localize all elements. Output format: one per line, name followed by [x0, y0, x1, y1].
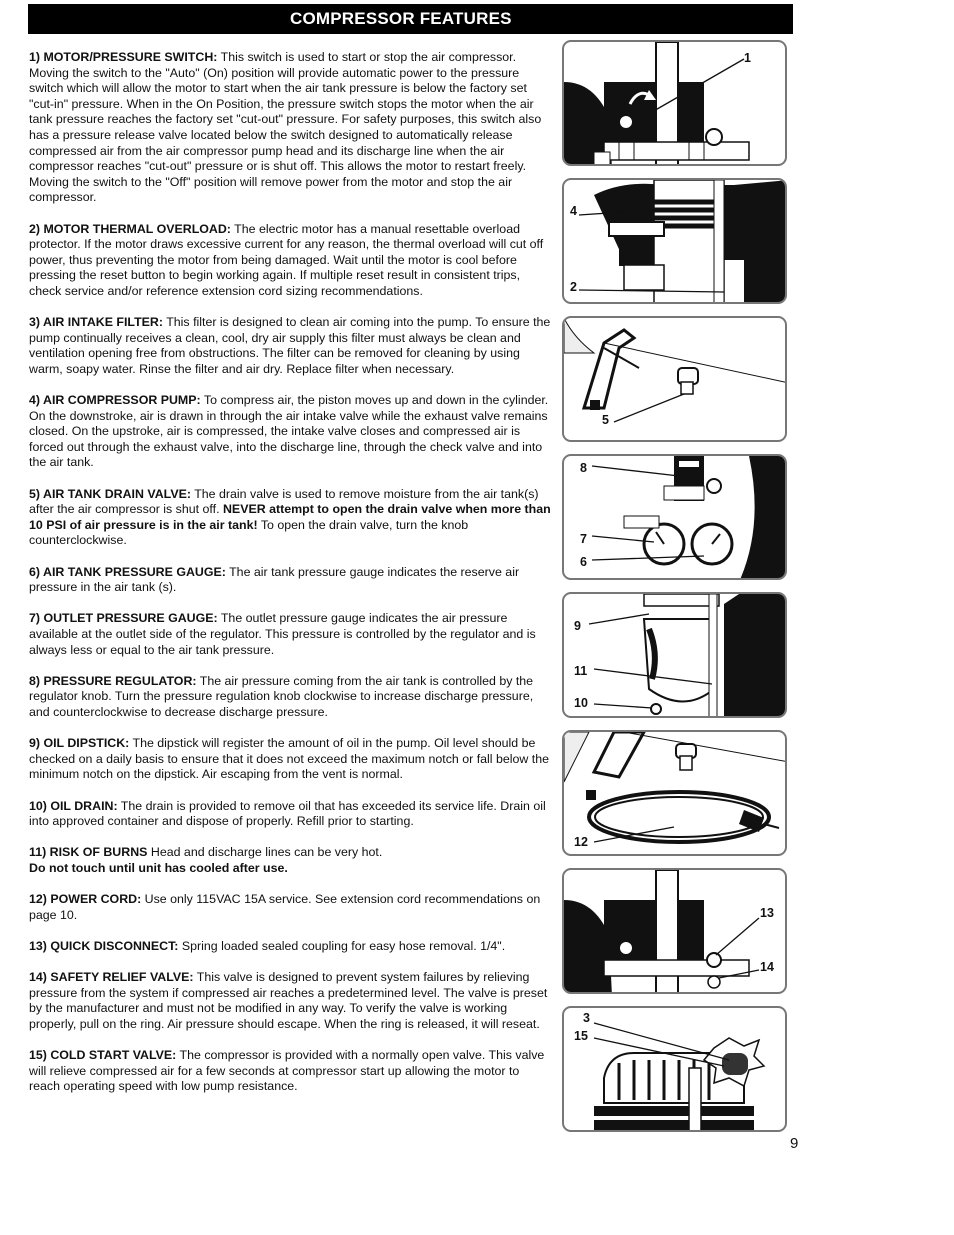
feature-heading: 7) OUTLET PRESSURE GAUGE: [29, 611, 218, 626]
feature-item [29, 393, 552, 471]
figure-cold-start-valve [562, 1006, 787, 1132]
callout-2: 2 [570, 280, 577, 294]
feature-heading: 10) OIL DRAIN: [29, 798, 118, 813]
feature-item [29, 845, 552, 876]
callout-14: 14 [760, 960, 774, 974]
callout-15: 15 [574, 1029, 588, 1043]
figure-quick-disconnect [562, 868, 787, 994]
feature-heading: 3) AIR INTAKE FILTER: [29, 315, 163, 330]
figure-pump [562, 178, 787, 304]
feature-body-text: To open the drain valve, turn the knob counterclockwise. [29, 517, 469, 548]
feature-heading: 6) AIR TANK PRESSURE GAUGE: [29, 564, 226, 579]
callout-1: 1 [744, 51, 751, 65]
feature-body-text: Use only 115VAC 15A service. See extension cord recommendations on page 10. [29, 892, 541, 922]
feature-body-text: This valve is designed to prevent system failures by relieving pressure from the system if compressed air reaches a predetermined level. The valve is preset by the manufacturer and must not be modified in any way. To verify the valve is working properly, pull on the ring. Air pressure should escape. When the ring is released, it will reseat. [29, 970, 548, 1031]
feature-item [29, 892, 552, 923]
feature-item [29, 736, 552, 783]
callout-12: 12 [574, 835, 588, 849]
feature-heading: 2) MOTOR THERMAL OVERLOAD: [29, 221, 231, 236]
figure-pressure-switch [562, 40, 787, 166]
section-title: COMPRESSOR FEATURES [290, 9, 512, 28]
feature-list [29, 50, 552, 1110]
feature-heading: 4) AIR COMPRESSOR PUMP: [29, 393, 201, 408]
section-title-bar [28, 4, 793, 34]
feature-body-text: This switch is used to start or stop the air compressor. Moving the switch to the "Auto" (On) position will provide automatic power to the pressure switch which will allow the motor to start when the air tank pressure is below the factory set "cut-in" pressure. When in the On Position, the pressure switch stops the motor when the air tank pressure reaches the factory set "cut-out" pressure. For safety purposes, this switch also has a pressure release valve located below the switch designed to automatically release compressed air from the air compressor pump head and its discharge line when the air compressor reaches "cut-out" pressure or is shut off. This allows the motor to restart freely. Moving the switch to the "Off" position will remove power from the motor and stop the air compressor. [29, 50, 542, 205]
feature-body-text: The dipstick will register the amount of oil in the pump. Oil level should be checked on a daily basis to ensure that it does not exceed the maximum notch or fall below the minimum notch on the dipstick. Air escaping from the vent is normal. [29, 736, 550, 782]
feature-item [29, 611, 552, 658]
feature-body-text: To compress air, the piston moves up and down in the cylinder. On the downstroke, air is drawn in through the air intake valve while the exhaust valve remains closed. On the upstroke, air is compressed, the intake valve closes and compressed air is forced out through the exhaust valve, into the discharge line, through the check valve and into the air tank. [29, 393, 549, 470]
callout-5: 5 [602, 413, 609, 427]
figure-drain-valve [562, 316, 787, 442]
feature-item [29, 50, 552, 206]
callout-10: 10 [574, 696, 588, 710]
feature-heading: 5) AIR TANK DRAIN VALVE: [29, 486, 191, 501]
feature-item [29, 1048, 552, 1095]
callout-11: 11 [574, 664, 588, 678]
callout-6: 6 [580, 555, 587, 569]
feature-heading: 9) OIL DIPSTICK: [29, 736, 130, 751]
feature-body-text: Head and discharge lines can be very hot. [147, 845, 383, 860]
feature-warning-text: NEVER attempt to open the drain valve when more than 10 PSI of air pressure is in the air tank! [29, 502, 551, 532]
feature-item [29, 674, 552, 721]
feature-body-text: The outlet pressure gauge indicates the air pressure available at the outlet side of the regulator. This pressure is controlled by the regulator and is always less or equal to the air tank pressure. [29, 611, 536, 657]
feature-heading: 11) RISK OF BURNS [29, 845, 148, 860]
feature-body-text: The drain valve is used to remove moisture from the air tank(s) after the air compressor is shut off. [29, 486, 539, 517]
feature-item [29, 222, 552, 300]
feature-item [29, 939, 552, 955]
feature-item [29, 799, 552, 830]
callout-8: 8 [580, 461, 587, 475]
feature-heading: 14) SAFETY RELIEF VALVE: [29, 970, 194, 985]
feature-body-text: The air pressure coming from the air tank is controlled by the regulator knob. Turn the pressure regulation knob clockwise to increase discharge pressure, and counterclockwise to decrease discharge pressure. [29, 673, 534, 719]
callout-9: 9 [574, 619, 581, 633]
callout-7: 7 [580, 532, 587, 546]
feature-item [29, 487, 552, 549]
callout-3: 3 [583, 1011, 590, 1025]
feature-body-text: Spring loaded sealed coupling for easy hose removal. 1/4". [178, 938, 506, 953]
feature-body-text: The compressor is provided with a normally open valve. This valve will relieve compressed air for a few seconds at compressor start up allowing the motor to reach operating speed with low pump resistance. [29, 1048, 545, 1094]
feature-body-text: This filter is designed to clean air coming into the pump. To ensure the pump continually receives a clean, cool, dry air supply this filter must always be clean and ventilation opening free from obstructions. The filter can be removed for cleaning by using warm, soapy water. Rinse the filter and air dry. Replace filter when necessary. [29, 315, 551, 376]
figure-power-cord [562, 730, 787, 856]
feature-item [29, 315, 552, 377]
feature-warning-text: Do not touch until unit has cooled after use. [29, 860, 288, 875]
feature-heading: 1) MOTOR/PRESSURE SWITCH: [29, 50, 218, 64]
callout-4: 4 [570, 204, 577, 218]
feature-heading: 13) QUICK DISCONNECT: [29, 938, 179, 953]
feature-heading: 15) COLD START VALVE: [29, 1048, 177, 1062]
feature-body-text: The drain is provided to remove oil that has exceeded its service life. Drain oil into approved container and dispose of properly. Refill prior to starting. [29, 798, 546, 829]
figure-gauges-regulator [562, 454, 787, 580]
feature-heading: 12) POWER CORD: [29, 892, 142, 907]
feature-item [29, 970, 552, 1032]
feature-body-text: The air tank pressure gauge indicates the reserve air pressure in the air tank (s). [29, 564, 520, 595]
feature-item [29, 565, 552, 596]
feature-body-text: The electric motor has a manual resettable overload protector. If the motor draws excessive current for any reason, the thermal overload will cut off power, thus preventing the motor from being damaged. Wait until the motor is cool before pressing the reset button to begin working again. If multiple reset result in consistent trips, check service and/or reference extension cord sizing recommendations. [29, 221, 544, 298]
page-number: 9 [790, 1135, 799, 1152]
callout-13: 13 [760, 906, 774, 920]
figure-oil-dipstick [562, 592, 787, 718]
feature-heading: 8) PRESSURE REGULATOR: [29, 673, 197, 688]
